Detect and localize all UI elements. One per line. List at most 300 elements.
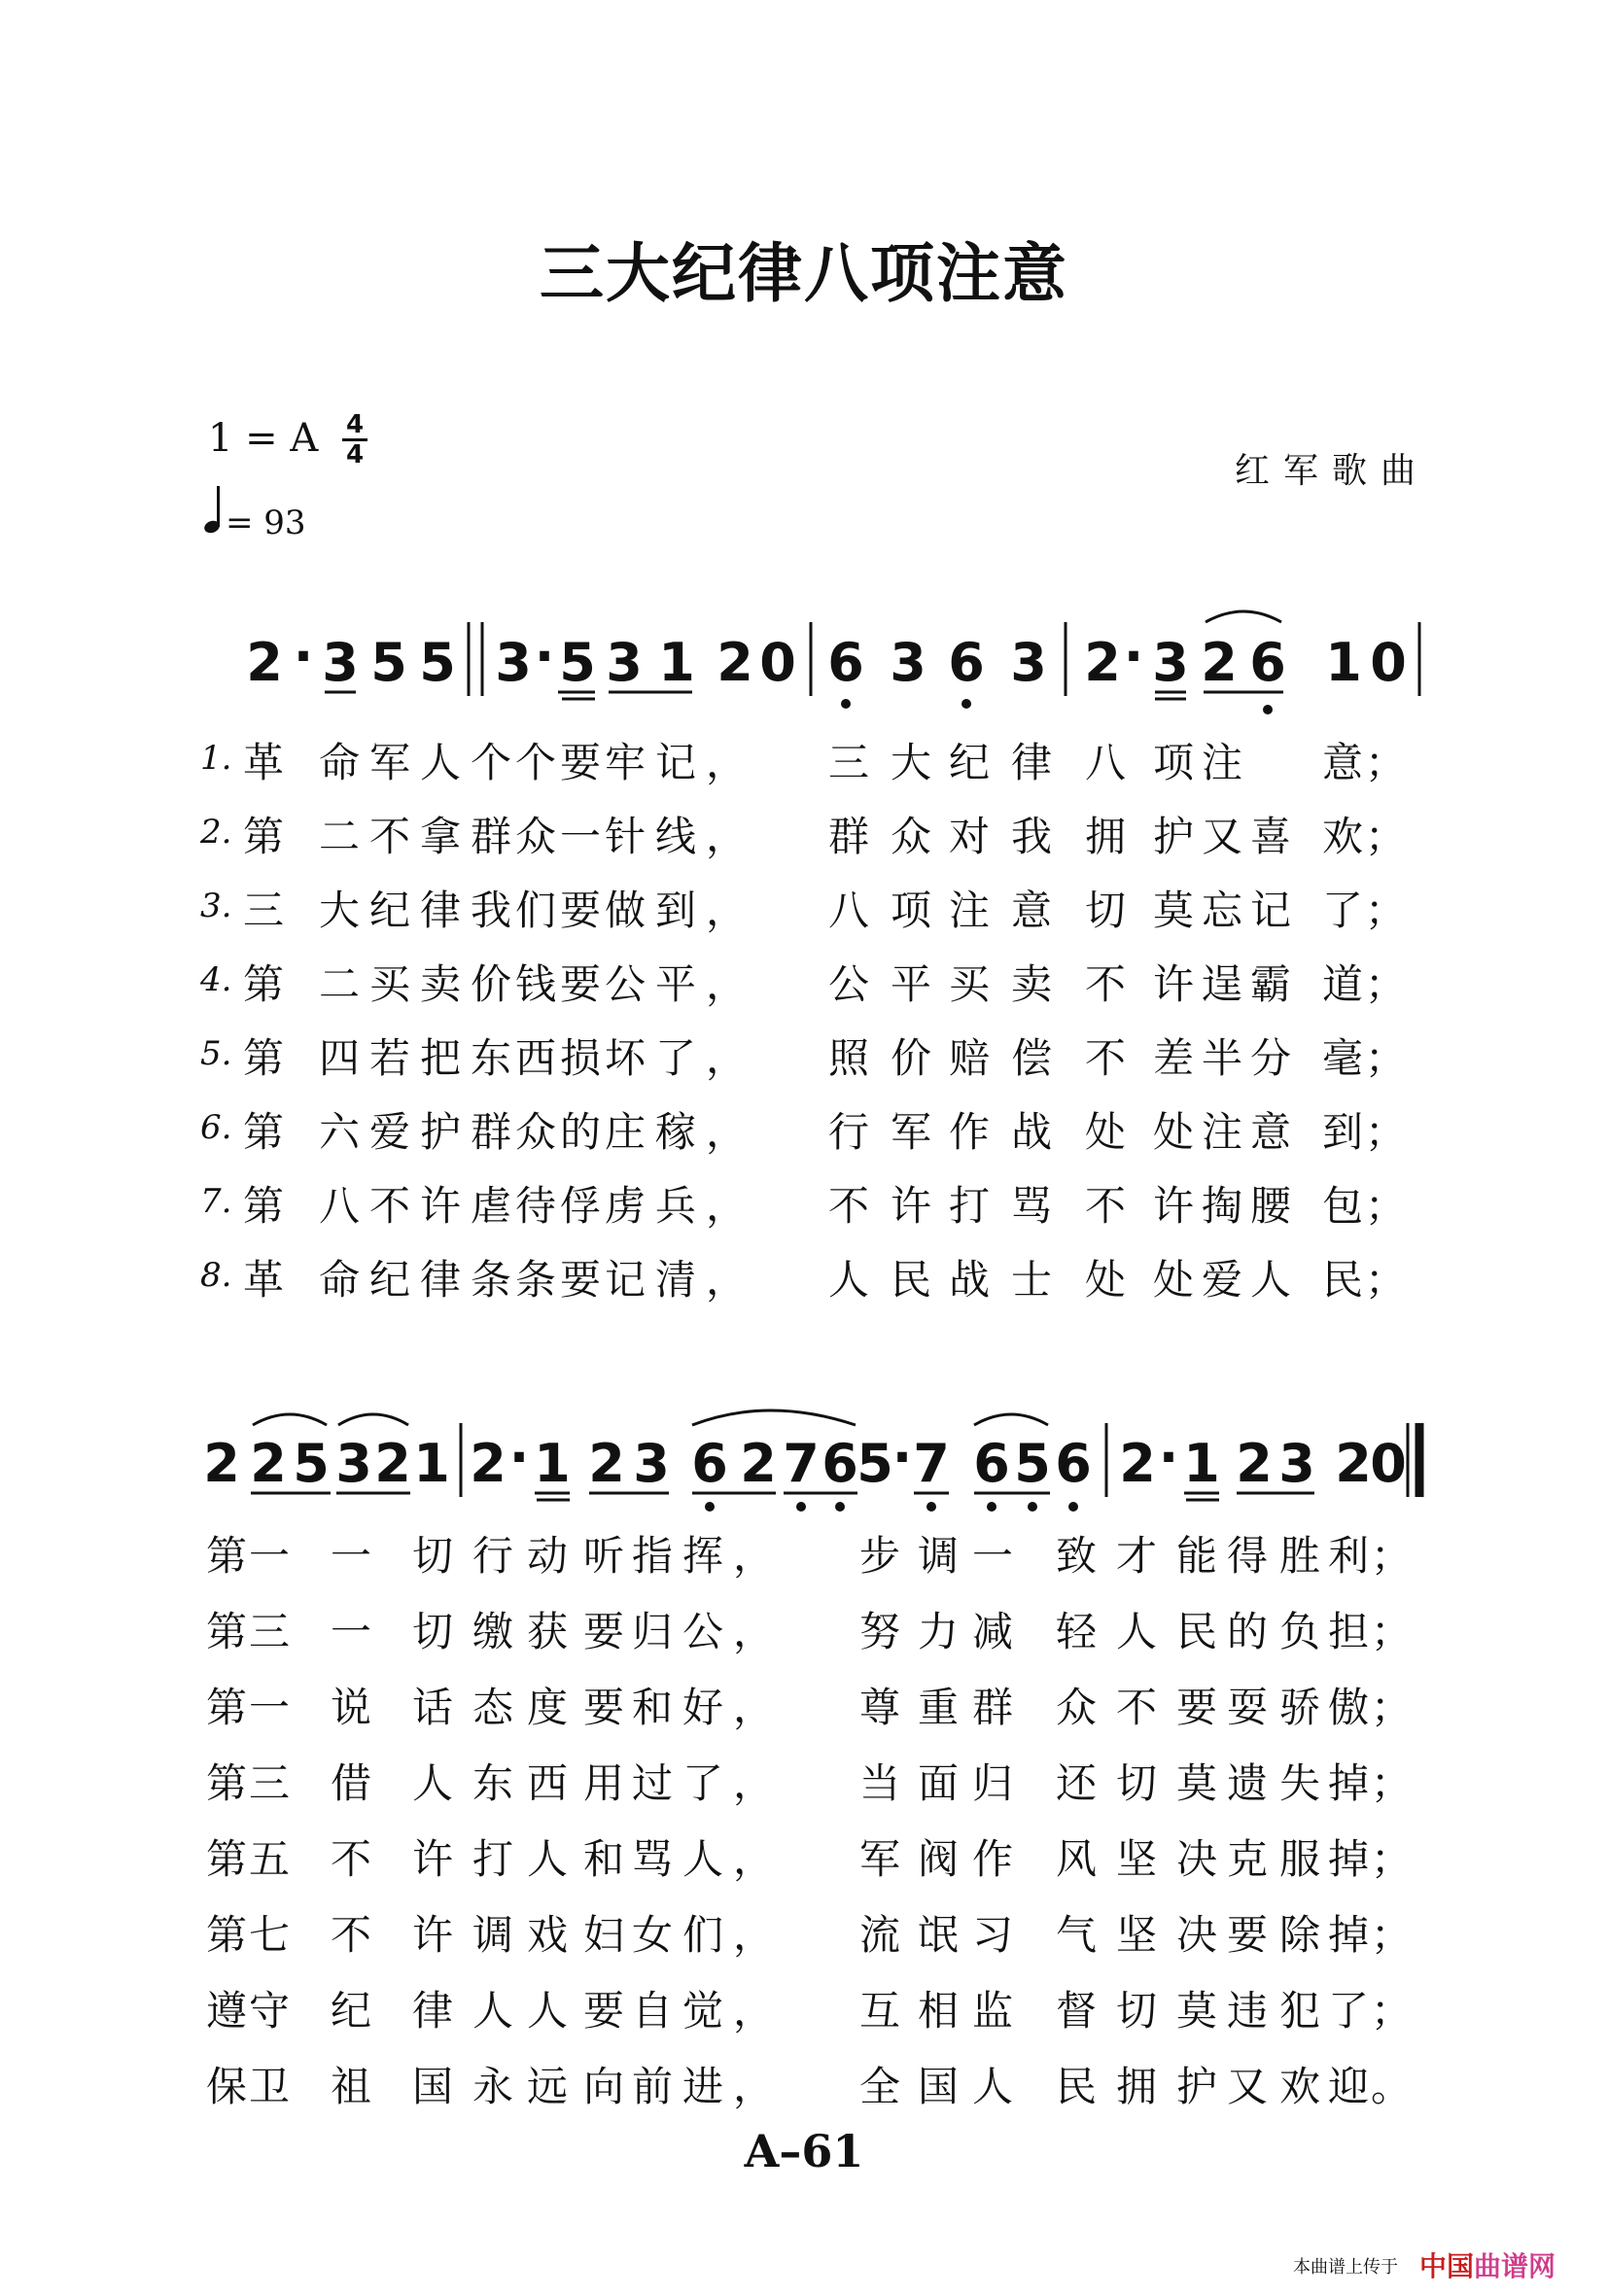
lyric: 骂 [632, 1835, 674, 1883]
verse-number: 2. [200, 813, 232, 852]
lyric: 打 [949, 1182, 991, 1230]
lyric: 决 [1176, 1835, 1218, 1883]
lyric: 西 [515, 1034, 557, 1082]
lyric: ； [1371, 1911, 1413, 1959]
lyric: 拥 [1116, 2063, 1158, 2110]
lyric: 欢 [1279, 2063, 1321, 2110]
note: 1 [534, 1433, 571, 1494]
lyric: ， [733, 2063, 775, 2110]
lyric: ， [733, 1835, 775, 1883]
lyric: 许 [1153, 1182, 1195, 1230]
lyric: 买 [369, 960, 411, 1008]
lyric: 妇 [583, 1911, 625, 1959]
lyric: 永 [472, 2063, 514, 2110]
augmentation-dot: · [508, 1427, 530, 1488]
lyric: 重 [918, 1684, 960, 1731]
lyric: 律 [420, 1256, 462, 1304]
note: 2 [374, 1433, 411, 1494]
lyric: 爱 [369, 1108, 411, 1156]
lyric: 远 [527, 2063, 569, 2110]
lyric: 律 [420, 887, 462, 934]
lyric: 度 [527, 1684, 569, 1731]
lyric: 又 [1202, 813, 1243, 860]
lyric: 律 [412, 1987, 454, 2035]
lyric: 一 [331, 1532, 372, 1580]
lyric: 注 [949, 887, 991, 934]
lyric: 守 [249, 1987, 291, 2035]
note: 5 [293, 1433, 330, 1494]
lyric: 意 [1011, 887, 1053, 934]
lyric: 的 [1227, 1608, 1269, 1655]
lyric: 纪 [369, 887, 411, 934]
note: 0 [759, 632, 796, 693]
lyric: ， [706, 1034, 748, 1082]
lyric: 若 [369, 1034, 411, 1082]
lyric: ， [733, 1759, 775, 1807]
lyric: 众 [1056, 1684, 1098, 1731]
lyric: 稼 [655, 1108, 697, 1156]
lyric: 要 [1176, 1684, 1218, 1731]
lyric: ， [706, 1256, 748, 1304]
verse-line [0, 1827, 1608, 1886]
lyric: ， [706, 739, 748, 786]
lyric: 担 [1328, 1608, 1370, 1655]
lyric: 遗 [1227, 1759, 1269, 1807]
note: 7 [783, 1433, 820, 1494]
verse-line [0, 1752, 1608, 1810]
note: 3 [495, 632, 532, 693]
lyric: 负 [1279, 1608, 1321, 1655]
lyric: ； [1371, 1835, 1413, 1883]
lyric: 人 [527, 1987, 569, 2035]
time-signature [342, 412, 367, 468]
lyric: 不 [1116, 1684, 1158, 1731]
verse-line [0, 1248, 1608, 1306]
lyric: 条 [515, 1256, 557, 1304]
lyric: 归 [972, 1759, 1014, 1807]
augmentation-dot: · [1123, 626, 1144, 687]
low-octave-dot [796, 1502, 806, 1512]
lyric: 违 [1227, 1987, 1269, 2035]
system-2-underlines [251, 1493, 1314, 1500]
lyric: 项 [1153, 739, 1195, 786]
lyric: 半 [1202, 1034, 1243, 1082]
verse-line [0, 731, 1608, 789]
system-1-notes [246, 626, 1407, 693]
lyric: 兵 [655, 1182, 697, 1230]
tempo-value: = 93 [226, 504, 306, 542]
lyric: 致 [1056, 1532, 1098, 1580]
lyric: 人 [472, 1987, 514, 2035]
lyric: 损 [560, 1034, 602, 1082]
meter-bottom: 4 [345, 440, 365, 470]
lyric: 掉 [1328, 1759, 1370, 1807]
lyric: 莫 [1176, 1987, 1218, 2035]
lyric: 第 [206, 1684, 248, 1731]
lyric: 偿 [1011, 1034, 1053, 1082]
lyric: ； [1371, 1684, 1413, 1731]
lyric: 护 [1153, 813, 1195, 860]
lyric: 胜 [1279, 1532, 1321, 1580]
lyric: 要 [560, 739, 602, 786]
lyric: ， [706, 1108, 748, 1156]
lyric: 犯 [1279, 1987, 1321, 2035]
lyric: 第 [206, 1759, 248, 1807]
note: 2 [250, 1433, 287, 1494]
lyric: 切 [1085, 887, 1127, 934]
lyric: 八 [319, 1182, 361, 1230]
lyric: 人 [972, 2063, 1014, 2110]
lyric: 过 [632, 1759, 674, 1807]
lyric: 用 [583, 1759, 625, 1807]
lyric: 当 [859, 1759, 901, 1807]
lyric: 要 [560, 887, 602, 934]
lyric: 意 [1322, 739, 1364, 786]
lyric: 到 [1322, 1108, 1364, 1156]
lyric: 差 [1153, 1034, 1195, 1082]
lyric: 三 [249, 1608, 291, 1655]
lyric: 一 [331, 1608, 372, 1655]
lyric: 卫 [249, 2063, 291, 2110]
lyric: ； [1365, 739, 1407, 786]
system-2-octave-dots [705, 1502, 1078, 1512]
lyric: 平 [655, 960, 697, 1008]
lyric: 记 [1250, 887, 1292, 934]
lyric: 庄 [605, 1108, 647, 1156]
lyric: 不 [331, 1911, 372, 1959]
lyric: 注 [1202, 739, 1243, 786]
lyric: 人 [828, 1256, 870, 1304]
lyric: 西 [527, 1759, 569, 1807]
verse-line [0, 1676, 1608, 1734]
lyric: 民 [1176, 1608, 1218, 1655]
lyric: 第 [206, 1835, 248, 1883]
lyric: 人 [682, 1835, 724, 1883]
lyric: 不 [1085, 960, 1127, 1008]
lyric: 人 [420, 739, 462, 786]
lyric: 努 [859, 1608, 901, 1655]
lyric: ； [1365, 887, 1407, 934]
lyric: 第 [243, 813, 285, 860]
lyric: 价 [891, 1034, 932, 1082]
low-octave-dot [835, 1502, 845, 1512]
lyric: 三 [828, 739, 870, 786]
lyric: ； [1365, 1256, 1407, 1304]
lyric: 又 [1227, 2063, 1269, 2110]
lyric: 军 [369, 739, 411, 786]
verse-line [0, 1600, 1608, 1658]
lyric: 群 [471, 1108, 512, 1156]
lyric: 克 [1227, 1835, 1269, 1883]
lyric: 骂 [1011, 1182, 1053, 1230]
lyric: 人 [1116, 1608, 1158, 1655]
note: 3 [1278, 1433, 1315, 1494]
lyric: 革 [243, 1256, 285, 1304]
lyric: 民 [1056, 2063, 1098, 2110]
lyric: 好 [682, 1684, 724, 1731]
lyric: 莫 [1176, 1759, 1218, 1807]
low-octave-dot [961, 699, 971, 709]
lyric: 阀 [918, 1835, 960, 1883]
note: 3 [1010, 632, 1047, 693]
verse-line [0, 805, 1608, 863]
lyric: 动 [527, 1532, 569, 1580]
lyric: ， [733, 1987, 775, 2035]
lyric: 觉 [682, 1987, 724, 2035]
lyric: 不 [1085, 1182, 1127, 1230]
lyric: 四 [319, 1034, 361, 1082]
lyric: 要 [1227, 1911, 1269, 1959]
music-system-2 [0, 1400, 1608, 1526]
lyric: ； [1365, 1182, 1407, 1230]
lyric: 轻 [1056, 1608, 1098, 1655]
site-logo-part-a: 中国 [1419, 2250, 1475, 2282]
lyric: 对 [949, 813, 991, 860]
slur [692, 1410, 856, 1425]
lyric: 缴 [472, 1608, 514, 1655]
lyric: 切 [1116, 1759, 1158, 1807]
site-logo-part-b: 曲谱网 [1474, 2250, 1556, 2282]
site-logo[interactable] [1419, 2245, 1556, 2284]
note: 2 [1084, 632, 1121, 693]
lyric: 和 [632, 1684, 674, 1731]
lyric: 要 [583, 1608, 625, 1655]
verse-number: 5. [200, 1034, 232, 1073]
note: 2 [1335, 1433, 1372, 1494]
lyric: 行 [472, 1532, 514, 1580]
key-signature: 1 = A [208, 416, 319, 461]
lyric: 纪 [949, 739, 991, 786]
note: 2 [740, 1433, 777, 1494]
lyric: 命 [319, 1256, 361, 1304]
lyric: 国 [412, 2063, 454, 2110]
system-1-octave-dots [841, 699, 1273, 714]
lyric: 爱 [1202, 1256, 1243, 1304]
lyric: 第 [243, 1182, 285, 1230]
lyric: 针 [605, 813, 647, 860]
lyric: 作 [949, 1108, 991, 1156]
lyric: 群 [828, 813, 870, 860]
verse-line [0, 2055, 1608, 2113]
system-2-slurs [253, 1410, 1048, 1425]
low-octave-dot [705, 1502, 715, 1512]
lyric: 力 [918, 1608, 960, 1655]
lyric: ； [1365, 960, 1407, 1008]
lyric: 东 [472, 1759, 514, 1807]
lyric: ； [1365, 1108, 1407, 1156]
lyric: 一 [249, 1684, 291, 1731]
lyric: 处 [1085, 1108, 1127, 1156]
lyric: ； [1371, 1759, 1413, 1807]
lyric: 风 [1056, 1835, 1098, 1883]
lyric: 革 [243, 739, 285, 786]
note: 7 [913, 1433, 950, 1494]
lyric: 做 [605, 887, 647, 934]
lyric: 虐 [471, 1182, 512, 1230]
note: 5 [856, 1433, 893, 1494]
note: 6 [827, 632, 864, 693]
note: 1 [658, 632, 695, 693]
meter-top: 4 [345, 410, 365, 439]
lyric: 众 [515, 813, 557, 860]
note: 5 [559, 632, 596, 693]
verse-number: 1. [200, 739, 232, 778]
lyric: 切 [1116, 1987, 1158, 2035]
lyric: 切 [412, 1532, 454, 1580]
lyric: 打 [472, 1835, 514, 1883]
lyric: 话 [412, 1684, 454, 1731]
lyric: 遵 [206, 1987, 248, 2035]
lyric: 虏 [605, 1182, 647, 1230]
low-octave-dot [841, 699, 851, 709]
note: 3 [1152, 632, 1189, 693]
lyric: 公 [828, 960, 870, 1008]
lyric: 七 [249, 1911, 291, 1959]
note: 6 [691, 1433, 728, 1494]
lyric: 赔 [949, 1034, 991, 1082]
lyric: 清 [655, 1256, 697, 1304]
lyric: ， [706, 1182, 748, 1230]
verse-number: 6. [200, 1108, 232, 1147]
lyric: 逞 [1202, 960, 1243, 1008]
lyric: 不 [1085, 1034, 1127, 1082]
lyric: 失 [1279, 1759, 1321, 1807]
lyric: 纪 [369, 1256, 411, 1304]
lyric: 保 [206, 2063, 248, 2110]
verse-line [0, 879, 1608, 937]
lyric: 第 [206, 1608, 248, 1655]
lyric: 道 [1322, 960, 1364, 1008]
lyric: 东 [471, 1034, 512, 1082]
lyric: 氓 [918, 1911, 960, 1959]
lyric: 们 [682, 1911, 724, 1959]
lyric: 条 [471, 1256, 512, 1304]
lyric: 坚 [1116, 1911, 1158, 1959]
lyric: 。 [1371, 2063, 1413, 2110]
lyric: 相 [918, 1987, 960, 2035]
lyric: 卖 [1011, 960, 1053, 1008]
lyric: 护 [420, 1108, 462, 1156]
lyric: 忘 [1202, 887, 1243, 934]
lyric: 听 [583, 1532, 625, 1580]
lyric: 民 [891, 1256, 932, 1304]
lyric: ； [1371, 1608, 1413, 1655]
note: 2 [1119, 1433, 1156, 1494]
lyric: 处 [1085, 1256, 1127, 1304]
lyric: 把 [420, 1034, 462, 1082]
lyric: 第 [243, 960, 285, 1008]
lyric: 流 [859, 1911, 901, 1959]
lyric: 战 [1011, 1108, 1053, 1156]
note: 5 [1014, 1433, 1051, 1494]
verse-number: 4. [200, 960, 232, 999]
lyric: 公 [682, 1608, 724, 1655]
lyric: ； [1365, 1034, 1407, 1082]
lyric: 记 [655, 739, 697, 786]
lyric: 祖 [331, 2063, 372, 2110]
lyric: 骄 [1279, 1684, 1321, 1731]
lyric: 不 [369, 813, 411, 860]
lyric: 律 [1011, 739, 1053, 786]
lyric: 切 [412, 1608, 454, 1655]
verse-line [0, 1979, 1608, 2037]
composer-credit: 红军歌曲 [1235, 451, 1430, 491]
lyric: 不 [331, 1835, 372, 1883]
lyric: 调 [918, 1532, 960, 1580]
lyric: ， [706, 813, 748, 860]
lyric: 进 [682, 2063, 724, 2110]
note: 2 [470, 1433, 507, 1494]
lyric: 才 [1116, 1532, 1158, 1580]
lyric: 钱 [515, 960, 557, 1008]
lyric: 说 [331, 1684, 372, 1731]
note: 3 [322, 632, 359, 693]
lyric: ， [706, 887, 748, 934]
lyric: ， [733, 1532, 775, 1580]
low-octave-dot [926, 1502, 936, 1512]
note: 0 [1370, 1433, 1407, 1494]
lyric: 戏 [527, 1911, 569, 1959]
lyric: 人 [527, 1835, 569, 1883]
low-octave-dot [1263, 705, 1273, 714]
lyric: 士 [1011, 1256, 1053, 1304]
note: 5 [370, 632, 407, 693]
augmentation-dot: · [1158, 1427, 1179, 1488]
lyric: 待 [515, 1182, 557, 1230]
lyric: 要 [560, 1256, 602, 1304]
lyric: 了 [655, 1034, 697, 1082]
note: 6 [1055, 1433, 1092, 1494]
low-octave-dot [1068, 1502, 1078, 1512]
verse-line [0, 1903, 1608, 1962]
verse-line [0, 1026, 1608, 1085]
lyric: 记 [605, 1256, 647, 1304]
lyric: 价 [471, 960, 512, 1008]
lyric: 第 [206, 1532, 248, 1580]
lyric: 习 [972, 1911, 1014, 1959]
lyric: 拥 [1085, 813, 1127, 860]
lyric: 卖 [420, 960, 462, 1008]
lyric: 八 [828, 887, 870, 934]
lyric: 减 [972, 1608, 1014, 1655]
lyric: 个 [515, 739, 557, 786]
note: 5 [419, 632, 456, 693]
lyric: 注 [1202, 1108, 1243, 1156]
lyric: 要 [583, 1684, 625, 1731]
lyric: 许 [1153, 960, 1195, 1008]
lyric: 不 [828, 1182, 870, 1230]
lyric: 借 [331, 1759, 372, 1807]
lyric: 了 [1328, 1987, 1370, 2035]
lyric: 要 [583, 1987, 625, 2035]
lyric: 决 [1176, 1911, 1218, 1959]
lyric: 利 [1328, 1532, 1370, 1580]
lyric: 线 [655, 813, 697, 860]
lyric: 们 [515, 887, 557, 934]
lyric: 一 [560, 813, 602, 860]
page-number: A–61 [744, 2125, 864, 2177]
lyric: 军 [891, 1108, 932, 1156]
note: 1 [1183, 1433, 1220, 1494]
slur [253, 1414, 327, 1425]
lyric: 迎 [1328, 2063, 1370, 2110]
lyric: 许 [412, 1911, 454, 1959]
lyric: 国 [918, 2063, 960, 2110]
lyric: 三 [243, 887, 285, 934]
tempo-marking [204, 486, 331, 544]
lyric: 能 [1176, 1532, 1218, 1580]
lyric: 包 [1322, 1182, 1364, 1230]
